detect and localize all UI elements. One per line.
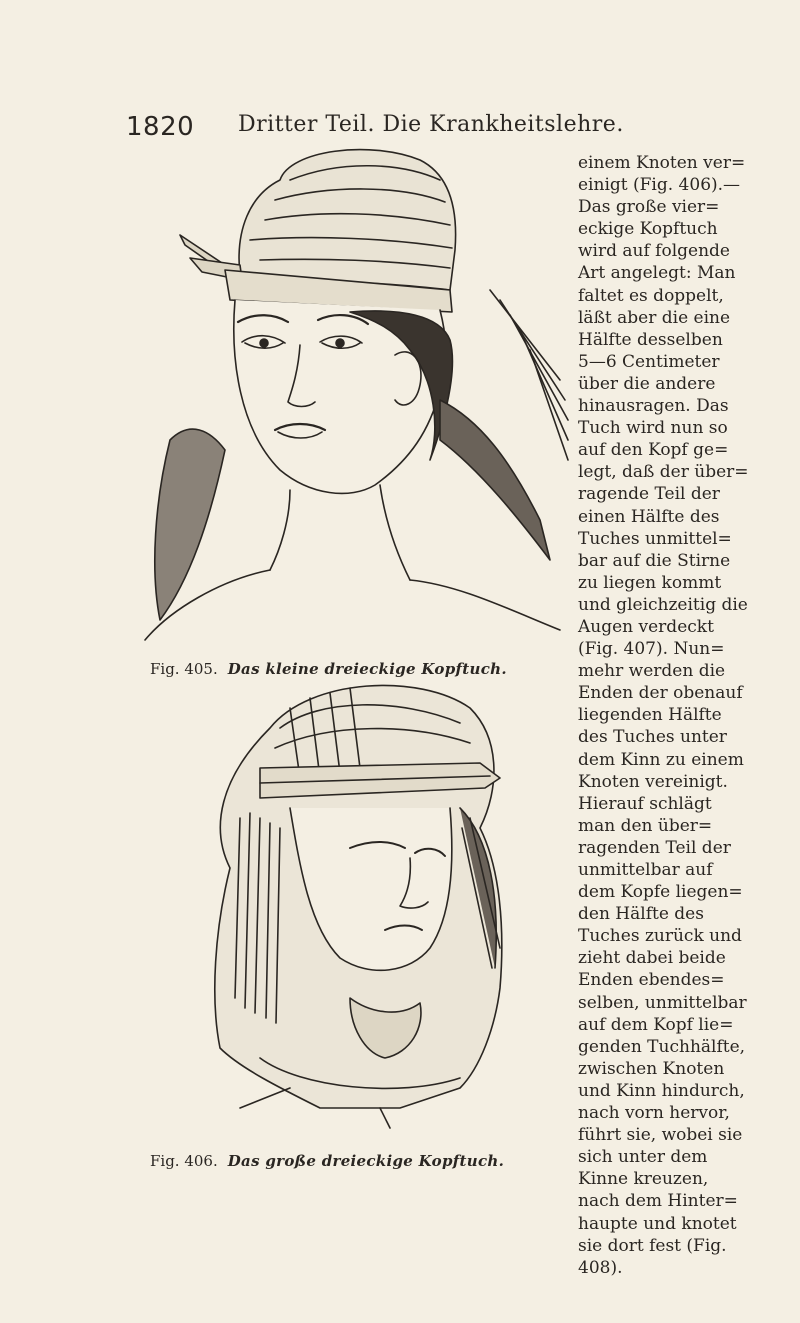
body-text-line: liegenden Hälfte bbox=[578, 705, 722, 726]
body-text-line: selben, unmittelbar bbox=[578, 992, 747, 1013]
body-text-line: Art angelegt: Man bbox=[578, 263, 736, 284]
body-text-line: hinausragen. Das bbox=[578, 396, 729, 417]
body-text-line: Das große vier= bbox=[578, 197, 720, 218]
body-text-line: auf den Kopf ge= bbox=[578, 440, 729, 461]
body-text-line: Knoten vereinigt. bbox=[578, 771, 728, 792]
body-text-line: 408). bbox=[578, 1257, 623, 1278]
body-text-line: Tuches unmittel= bbox=[578, 528, 732, 549]
body-text-line: 5—6 Centimeter bbox=[578, 351, 720, 372]
body-text-line: zwischen Knoten bbox=[578, 1058, 725, 1079]
body-text-line: des Tuches unter bbox=[578, 727, 727, 748]
body-text-line: einem Knoten ver= bbox=[578, 153, 746, 173]
page-header bbox=[0, 0, 800, 150]
figure-405-label: Fig. 405. bbox=[150, 660, 218, 678]
body-text-column bbox=[578, 152, 749, 1279]
page-number: 1820 bbox=[126, 112, 195, 142]
body-text-line: faltet es doppelt, bbox=[578, 285, 724, 306]
body-text-line: Tuch wird nun so bbox=[578, 418, 728, 439]
body-text-line: (Fig. 407). Nun= bbox=[578, 639, 725, 660]
figure-406-label: Fig. 406. bbox=[150, 1152, 218, 1170]
body-text-line: genden Tuchhälfte, bbox=[578, 1036, 746, 1057]
body-text-line: läßt aber die eine bbox=[578, 307, 731, 328]
body-text-line: sie dort fest (Fig. bbox=[578, 1235, 727, 1256]
body-text-line: Hälfte desselben bbox=[578, 329, 723, 350]
body-text-line: und Kinn hindurch, bbox=[578, 1080, 745, 1101]
body-text-line: ragende Teil der bbox=[578, 484, 720, 505]
body-text-line: unmittelbar auf bbox=[578, 860, 713, 880]
figure-406-caption-text: Das große dreieckige Kopftuch. bbox=[227, 1152, 505, 1170]
body-text-line: dem Kinn zu einem bbox=[578, 749, 744, 770]
body-text-line: legt, daß der über= bbox=[578, 462, 749, 483]
body-text-line: nach dem Hinter= bbox=[578, 1191, 738, 1212]
body-text-line: bar auf die Stirne bbox=[578, 550, 731, 571]
body-text-line: Hierauf schlägt bbox=[578, 793, 712, 814]
body-text-line: nach vorn hervor, bbox=[578, 1103, 730, 1124]
body-text-line: zieht dabei beide bbox=[578, 948, 726, 969]
body-text-line: Enden der obenauf bbox=[578, 683, 743, 704]
figure-406-caption bbox=[150, 1152, 504, 1170]
body-text-line: Enden ebendes= bbox=[578, 970, 725, 991]
body-text-line: Augen verdeckt bbox=[578, 616, 714, 637]
body-text-line: wird auf folgende bbox=[578, 241, 730, 262]
figure-406-illustration bbox=[200, 668, 510, 1138]
body-text-line: Kinne kreuzen, bbox=[578, 1169, 709, 1190]
body-text-line: mehr werden die bbox=[578, 661, 726, 682]
body-text-line: Tuches zurück und bbox=[578, 926, 742, 947]
figure-405-caption-text: Das kleine dreieckige Kopftuch. bbox=[227, 660, 507, 678]
body-text-line: über die andere bbox=[578, 373, 716, 394]
body-text-line: führt sie, wobei sie bbox=[578, 1125, 743, 1146]
body-text-line: auf dem Kopf lie= bbox=[578, 1014, 734, 1035]
body-text-line: haupte und knotet bbox=[578, 1213, 737, 1234]
body-text-line: den Hälfte des bbox=[578, 904, 704, 925]
body-text-line: ragenden Teil der bbox=[578, 837, 731, 858]
figure-405-drawing bbox=[140, 140, 570, 660]
body-text-line: sich unter dem bbox=[578, 1147, 708, 1168]
body-text-line: einen Hälfte des bbox=[578, 506, 720, 527]
body-text-line: eckige Kopftuch bbox=[578, 219, 718, 240]
body-text-line: und gleichzeitig die bbox=[578, 594, 748, 615]
body-text-line: man den über= bbox=[578, 815, 713, 836]
body-text-line: zu liegen kommt bbox=[578, 572, 722, 593]
running-head: Dritter Teil. Die Krankheitslehre. bbox=[238, 112, 624, 137]
figure-405-illustration bbox=[140, 140, 570, 660]
body-text-line: dem Kopfe liegen= bbox=[578, 882, 743, 903]
figure-406-drawing bbox=[200, 668, 510, 1138]
body-text-line: einigt (Fig. 406).— bbox=[578, 175, 741, 196]
